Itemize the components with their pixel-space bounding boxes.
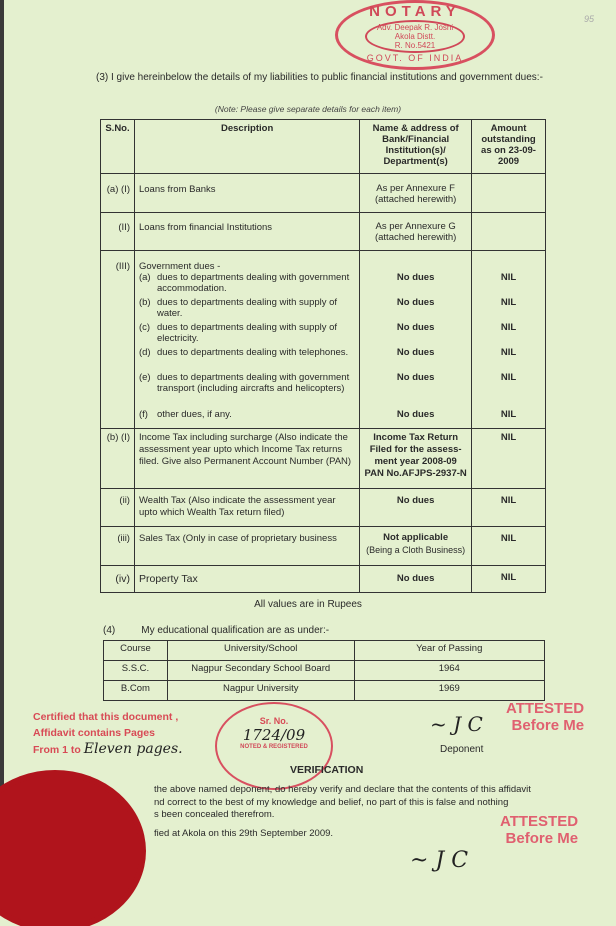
amount	[472, 213, 546, 251]
deponent-label: Deponent	[440, 744, 484, 755]
sub-key: (f)	[138, 409, 148, 420]
sub-institution: No dues	[396, 347, 435, 358]
verification-line: s been concealed therefrom.	[154, 809, 275, 820]
stamp-label: Sr. No.	[259, 716, 289, 726]
sub-text: other dues, if any.	[156, 409, 232, 420]
institution-note: (Being a Cloth Business)	[366, 545, 466, 555]
amount	[472, 251, 546, 429]
notary-district: Akola Distt.	[394, 32, 436, 41]
table-row	[101, 527, 546, 566]
verification-text	[154, 784, 531, 840]
deponent-signature: ~ J C	[430, 712, 483, 736]
sub-text: dues to departments dealing with government transport (including aircrafts and helicopters)	[156, 372, 350, 394]
footnote: All values are in Rupees	[254, 599, 362, 610]
certification-note	[33, 709, 183, 758]
cert-line: Affidavit contains Pages	[33, 727, 155, 739]
verification-line: nd correct to the best of my knowledge and belief, no part of this is false and nothing	[154, 796, 509, 808]
sub-text: dues to departments dealing with supply of water.	[156, 297, 338, 319]
year: 1969	[354, 681, 544, 701]
notary-footer: GOVT. OF INDIA	[366, 53, 464, 63]
table-row-government-dues	[101, 251, 546, 429]
notary-name: Adv. Deepak R. Joshi	[376, 23, 454, 32]
sub-key: (e)	[138, 372, 151, 383]
sub-item	[139, 272, 355, 297]
sub-key: (b)	[138, 297, 151, 308]
sno: (II)	[101, 213, 135, 251]
sub-text: dues to departments dealing with government accommodation.	[156, 272, 350, 294]
sno: (ii)	[101, 489, 135, 527]
table-header	[101, 120, 546, 174]
sub-item	[139, 322, 355, 347]
description	[134, 251, 359, 429]
header-sno: S.No.	[101, 120, 135, 174]
sub-amount: NIL	[500, 409, 517, 420]
notary-stamp	[335, 0, 495, 70]
university: Nagpur University	[167, 681, 354, 701]
description: Loans from financial Institutions	[134, 213, 359, 251]
amount: NIL	[472, 429, 546, 489]
sub-amount: NIL	[500, 322, 517, 333]
stamp-ring: NOTED & REGISTERED	[240, 744, 308, 750]
sub-item	[139, 372, 355, 409]
verification-line: fied at Akola on this 29th September 2009.	[154, 827, 334, 839]
description: Wealth Tax (Also indicate the assessment year upto which Wealth Tax return filed)	[134, 489, 359, 527]
education-table	[103, 640, 545, 701]
institution: As per Annexure G (attached herewith)	[360, 213, 472, 251]
table-row	[101, 174, 546, 213]
course: S.S.C.	[104, 661, 168, 681]
amount: NIL	[472, 566, 546, 593]
education-heading	[103, 625, 329, 636]
sub-key: (c)	[138, 322, 151, 333]
intro-paragraph: (3) I give hereinbelow the details of my liabilities to public financial institutions and government dues:-	[96, 72, 543, 83]
course: B.Com	[104, 681, 168, 701]
description: Income Tax including surcharge (Also indicate the assessment year upto which Income Tax returns filed. Give also Permanent Account Number (PAN)	[134, 429, 359, 489]
table-row	[104, 681, 545, 701]
table-row	[101, 213, 546, 251]
institution: No dues	[360, 489, 472, 527]
university: Nagpur Secondary School Board	[167, 661, 354, 681]
attestor-signature: ~ J C	[410, 848, 469, 873]
sub-institution: No dues	[396, 322, 435, 333]
header-institution: Name & address of Bank/Financial Institution(s)/ Department(s)	[360, 120, 472, 174]
attested-stamp	[506, 700, 584, 734]
header-amount: Amount outstanding as on 23-09-2009	[472, 120, 546, 174]
institution	[360, 527, 472, 566]
notary-inner	[365, 20, 465, 53]
institution: As per Annexure F (attached herewith)	[360, 174, 472, 213]
sub-institution: No dues	[396, 409, 435, 420]
handwritten-pages: Eleven pages.	[83, 741, 183, 757]
amount: NIL	[472, 489, 546, 527]
institution	[360, 251, 472, 429]
table-row	[101, 429, 546, 489]
heading-text: My educational qualification are as under:-	[141, 625, 330, 636]
table-header	[104, 641, 545, 661]
header-description: Description	[134, 120, 359, 174]
stamp-number: 1724/09	[242, 726, 306, 744]
attested-text: ATTESTED	[506, 700, 585, 717]
red-wax-seal	[0, 776, 140, 926]
table-row	[101, 489, 546, 527]
cert-line: Certified that this document ,	[33, 711, 179, 723]
sub-key: (d)	[138, 347, 151, 358]
header-university: University/School	[167, 641, 354, 661]
verification-line: the above named deponent, do hereby verify and declare that the contents of this affidavit	[154, 784, 531, 795]
sub-item	[139, 409, 355, 420]
liabilities-table	[100, 119, 546, 593]
scan-edge	[0, 0, 4, 876]
sub-amount: NIL	[500, 372, 517, 383]
notary-title: NOTARY	[369, 3, 461, 20]
header-year: Year of Passing	[354, 641, 544, 661]
amount: NIL	[472, 527, 546, 566]
sub-text: dues to departments dealing with supply of electricity.	[156, 322, 338, 344]
institution-main: Not applicable	[383, 532, 449, 543]
attested-stamp-2	[500, 813, 578, 847]
heading-number: (4)	[103, 625, 116, 636]
sub-key: (a)	[138, 272, 151, 283]
amount	[472, 174, 546, 213]
attested-text: Before Me	[511, 717, 585, 734]
note: (Note: Please give separate details for each item)	[214, 104, 402, 114]
attested-text: Before Me	[505, 830, 579, 847]
sno: (a) (I)	[101, 174, 135, 213]
gov-dues-title: Government dues -	[138, 261, 221, 272]
sub-text: dues to departments dealing with telephones.	[156, 347, 349, 358]
sno: (b) (I)	[101, 429, 135, 489]
description: Property Tax	[134, 566, 359, 593]
sub-amount: NIL	[500, 297, 517, 308]
table-row	[101, 566, 546, 593]
sub-institution: No dues	[396, 297, 435, 308]
notary-reg: R. No.5421	[394, 41, 436, 50]
year: 1964	[354, 661, 544, 681]
header-course: Course	[104, 641, 168, 661]
sub-institution: No dues	[396, 372, 435, 383]
description: Sales Tax (Only in case of proprietary business	[134, 527, 359, 566]
institution: No dues	[360, 566, 472, 593]
cert-line: From 1 to	[33, 744, 81, 756]
sno: (iv)	[101, 566, 135, 593]
sno: (III)	[101, 251, 135, 429]
institution: Income Tax Return Filed for the assess-ment year 2008-09 PAN No.AFJPS-2937-N	[360, 429, 472, 489]
sno: (iii)	[101, 527, 135, 566]
registration-stamp	[215, 702, 333, 790]
sub-amount: NIL	[500, 347, 517, 358]
sub-institution: No dues	[396, 272, 435, 283]
sub-amount: NIL	[500, 272, 517, 283]
verification-title: VERIFICATION	[290, 764, 364, 776]
table-row	[104, 661, 545, 681]
corner-mark: 95	[584, 14, 595, 24]
attested-text: ATTESTED	[500, 813, 579, 830]
sub-item	[139, 347, 355, 372]
sub-item	[139, 297, 355, 322]
description: Loans from Banks	[134, 174, 359, 213]
